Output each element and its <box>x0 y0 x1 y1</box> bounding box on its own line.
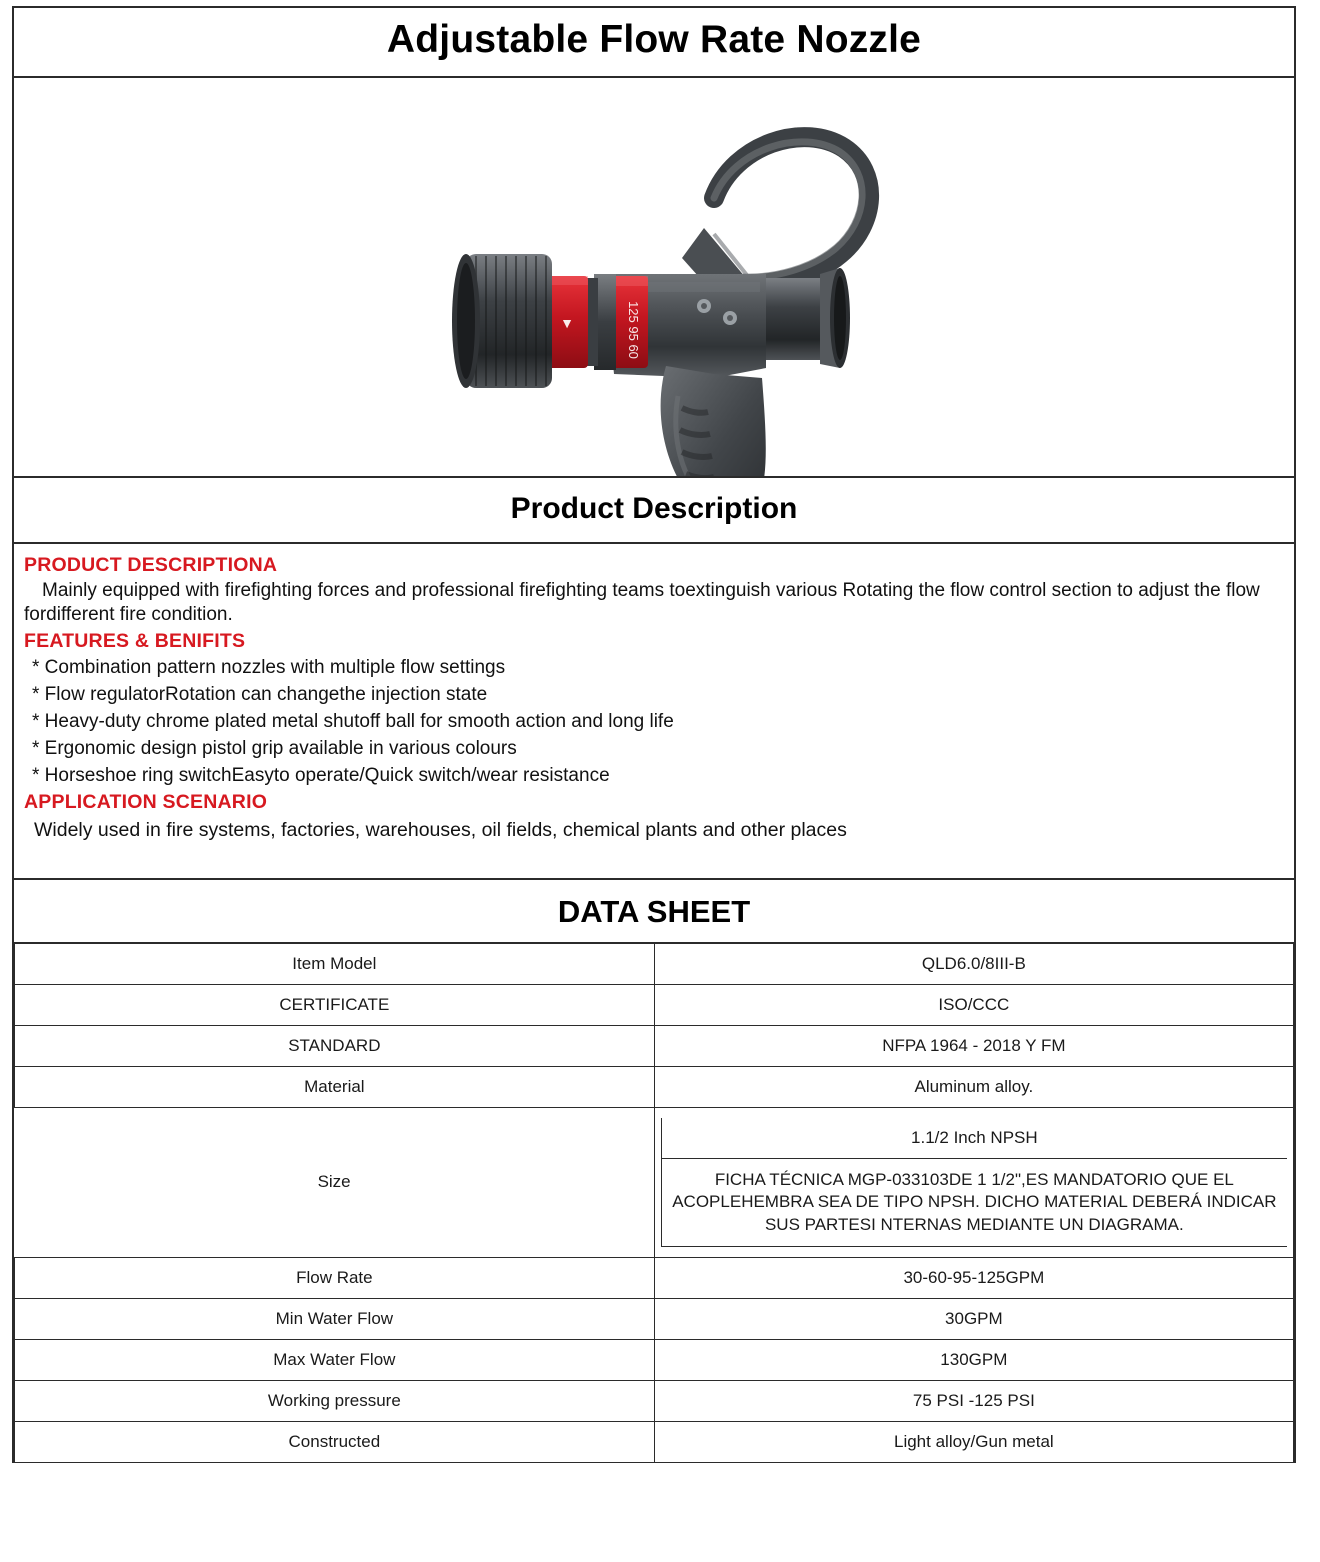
table-row <box>15 1340 1294 1381</box>
table-row-size <box>15 1107 1294 1257</box>
page-title: Adjustable Flow Rate Nozzle <box>386 18 922 61</box>
table-row <box>15 1258 1294 1299</box>
datasheet-heading <box>14 880 1294 944</box>
row-value: 30GPM <box>654 1299 1293 1340</box>
list-item: * Heavy-duty chrome plated metal shutoff ball for smooth action and long life <box>32 710 674 732</box>
row-label: Item Model <box>15 944 655 985</box>
row-label: Working pressure <box>15 1381 655 1422</box>
rear-outlet-icon <box>756 268 850 368</box>
table-row <box>15 1422 1294 1463</box>
size-subtable <box>661 1118 1287 1247</box>
list-item: * Flow regulatorRotation can changethe injection state <box>32 683 488 705</box>
row-label: Min Water Flow <box>15 1299 655 1340</box>
product-description-heading <box>14 478 1294 544</box>
size-values-cell <box>654 1107 1293 1257</box>
application-text: Widely used in fire systems, factories, warehouses, oil fields, chemical plants and other places <box>34 819 847 842</box>
row-value: NFPA 1964 - 2018 Y FM <box>654 1025 1293 1066</box>
table-row <box>15 944 1294 985</box>
row-value: Light alloy/Gun metal <box>654 1422 1293 1463</box>
table-row <box>15 1299 1294 1340</box>
row-label: Max Water Flow <box>15 1340 655 1381</box>
list-item: * Ergonomic design pistol grip available in various colours <box>32 737 517 759</box>
svg-text:125 95 60: 125 95 60 <box>626 301 641 359</box>
row-label: CERTIFICATE <box>15 984 655 1025</box>
features-heading: FEATURES & BENIFITS <box>24 629 246 652</box>
size-value-primary: 1.1/2 Inch NPSH <box>661 1118 1287 1159</box>
row-value: QLD6.0/8III-B <box>654 944 1293 985</box>
row-value: Aluminum alloy. <box>654 1066 1293 1107</box>
product-sheet <box>12 6 1296 1463</box>
product-description-body <box>14 544 1294 880</box>
description-heading: PRODUCT DESCRIPTIONA <box>24 554 278 576</box>
table-row <box>661 1118 1287 1159</box>
description-paragraph: Mainly equipped with firefighting forces and professional firefighting teams toextinguish various Rotating the flow control section to adjust the flow fordifferent fire condition. <box>24 580 1260 626</box>
row-value: 30-60-95-125GPM <box>654 1258 1293 1299</box>
list-item: * Combination pattern nozzles with multiple flow settings <box>32 656 506 678</box>
application-heading: APPLICATION SCENARIO <box>24 791 268 814</box>
table-row <box>15 1381 1294 1422</box>
row-label: Constructed <box>15 1422 655 1463</box>
list-item: * Horseshoe ring switchEasyto operate/Quick switch/wear resistance <box>32 764 610 786</box>
datasheet-table <box>14 944 1294 1463</box>
size-value-note: FICHA TÉCNICA MGP-033103DE 1 1/2",ES MANDATORIO QUE EL ACOPLEHEMBRA SEA DE TIPO NPSH. DICHO MATERIAL DEBERÁ INDICAR SUS PARTESI NTERNAS MEDIANTE UN DIAGRAMA. <box>661 1158 1287 1246</box>
table-row <box>15 984 1294 1025</box>
features-list <box>24 655 1284 790</box>
svg-text:▼: ▼ <box>560 315 574 331</box>
row-value: 130GPM <box>654 1340 1293 1381</box>
product-image-band <box>14 78 1294 478</box>
row-value: ISO/CCC <box>654 984 1293 1025</box>
selector-band-icon <box>546 276 588 368</box>
table-row <box>15 1066 1294 1107</box>
title-band <box>14 8 1294 78</box>
row-label: Material <box>15 1066 655 1107</box>
row-label: Size <box>15 1107 655 1257</box>
nozzle-illustration-icon <box>14 78 1294 476</box>
table-row <box>15 1025 1294 1066</box>
table-row <box>661 1158 1287 1246</box>
section-title: DATA SHEET <box>557 893 751 929</box>
row-label: STANDARD <box>15 1025 655 1066</box>
product-image <box>14 78 1294 476</box>
section-title: Product Description <box>510 492 798 525</box>
row-label: Flow Rate <box>15 1258 655 1299</box>
row-value: 75 PSI -125 PSI <box>654 1381 1293 1422</box>
pistol-grip-icon <box>661 366 766 476</box>
front-head-icon <box>452 254 552 388</box>
